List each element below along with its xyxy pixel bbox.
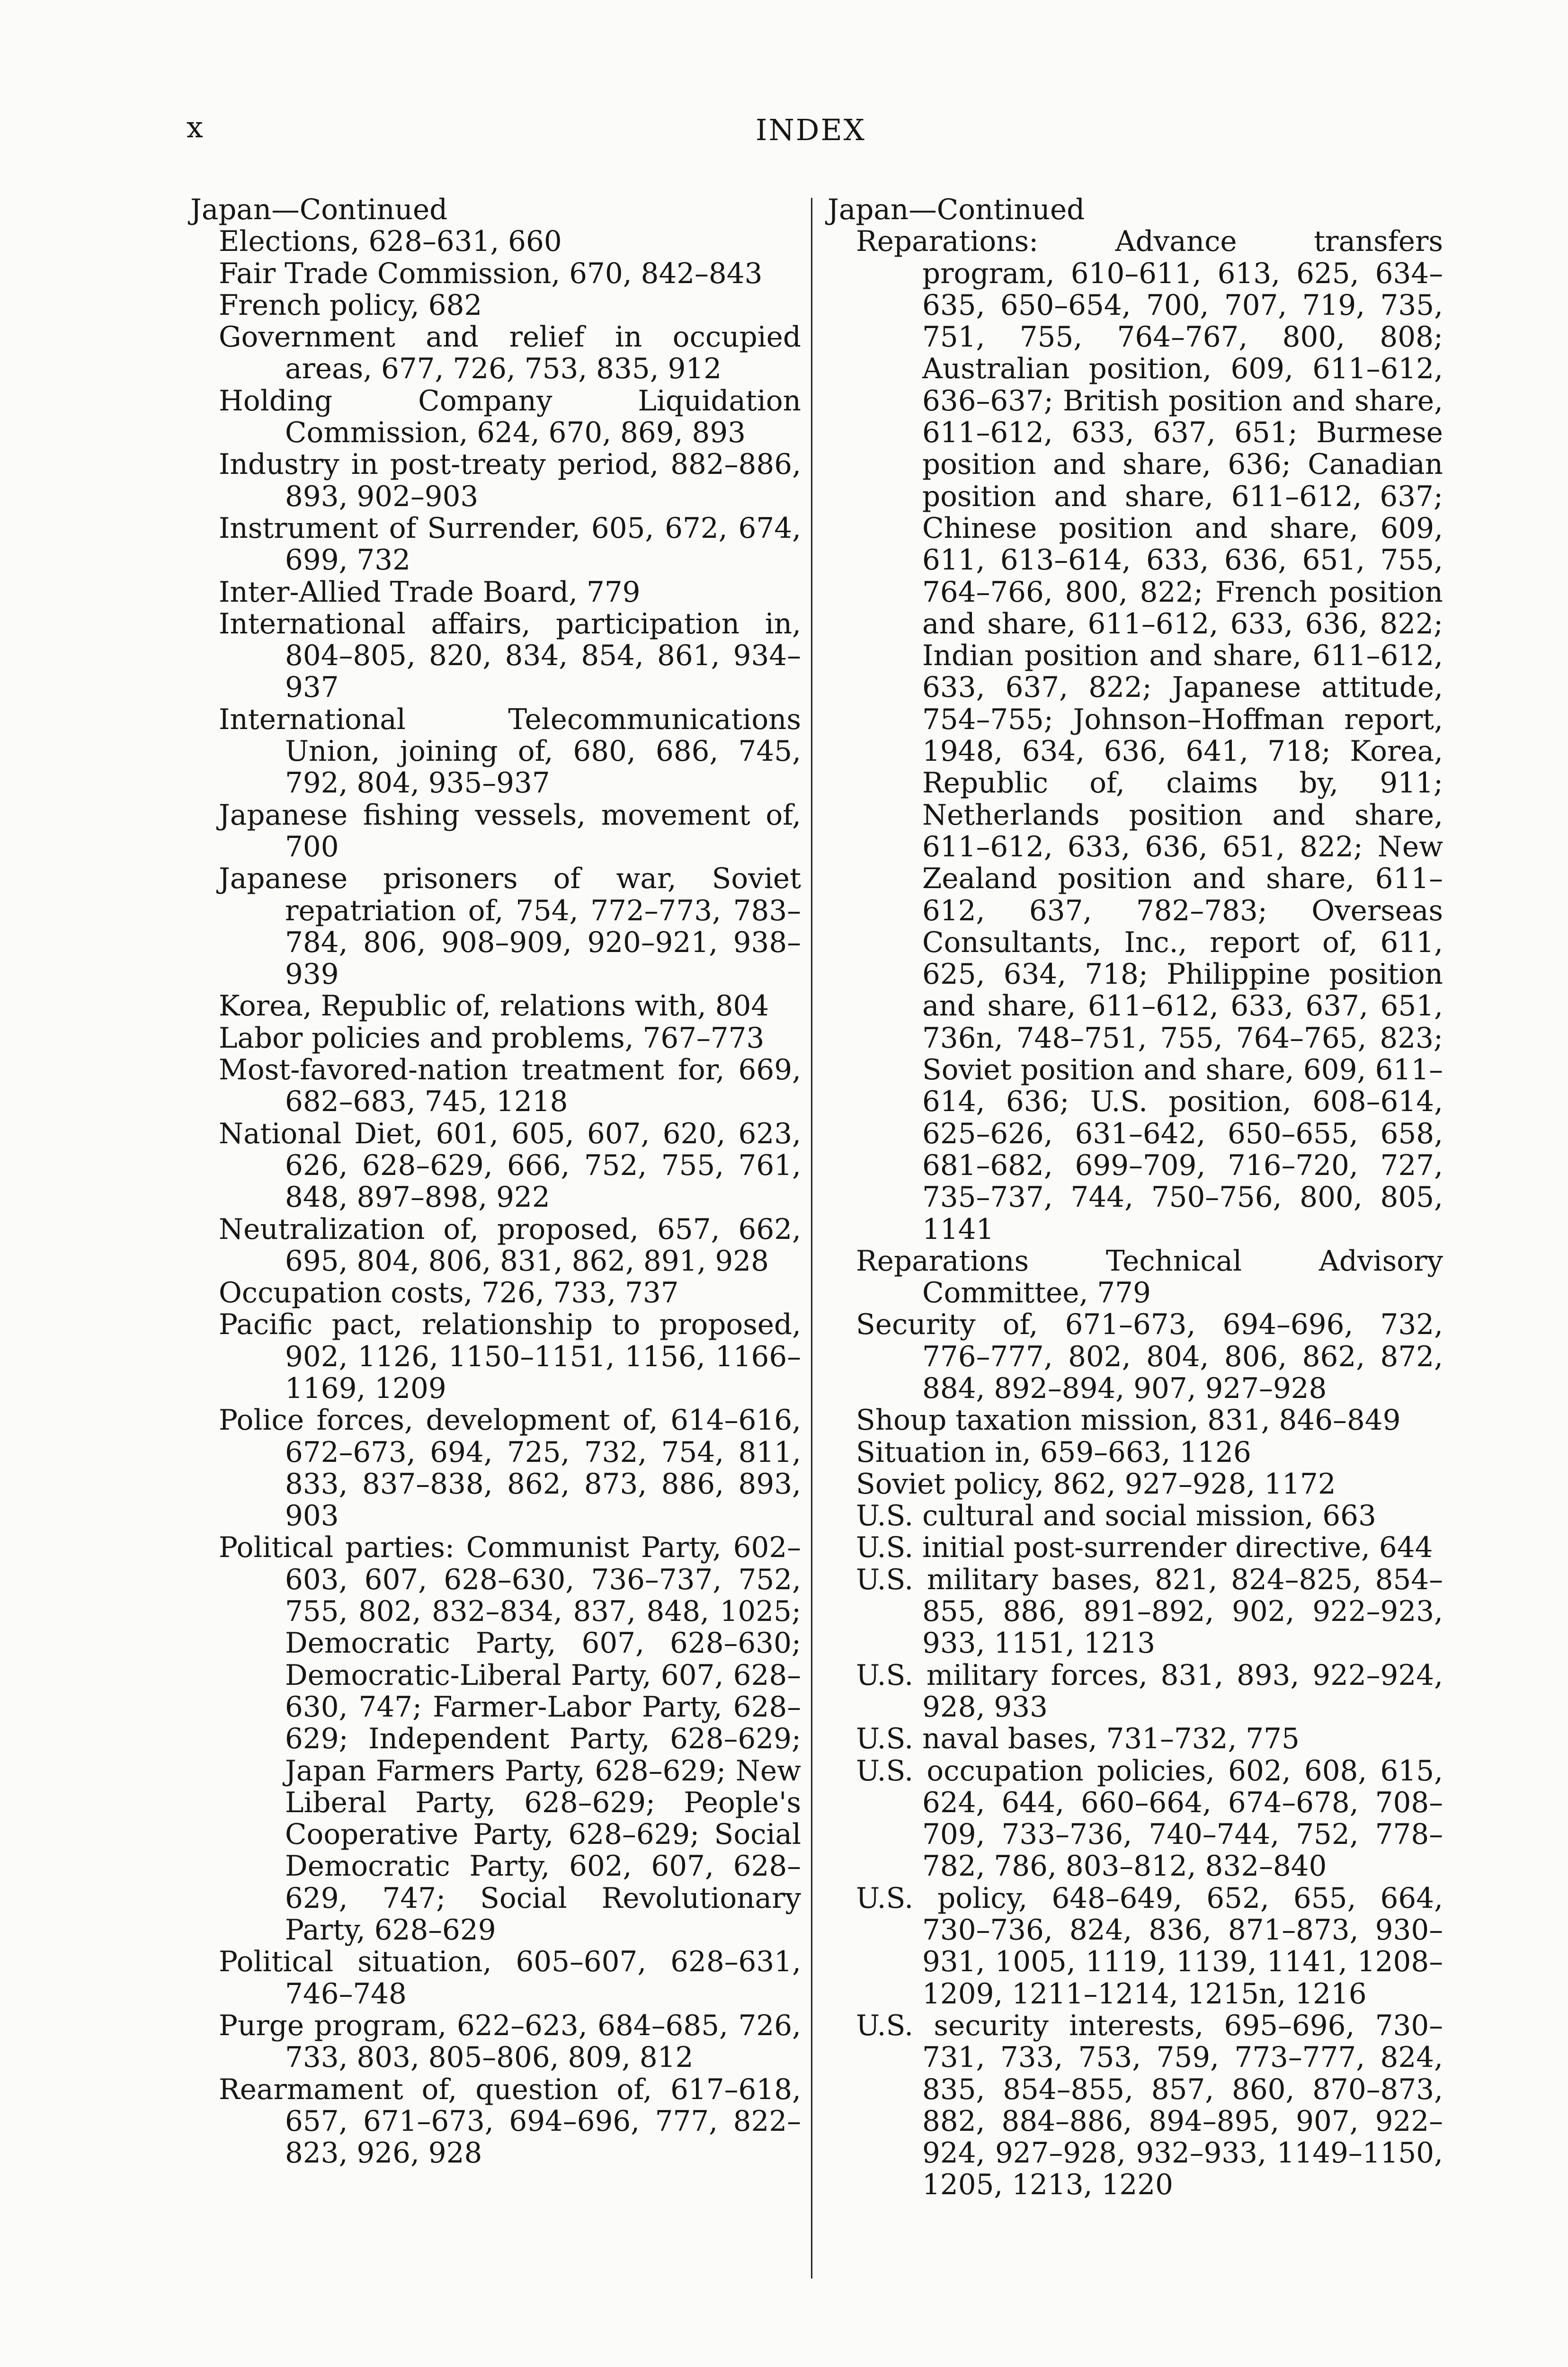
index-entry: Reparations: Advance transfers program, 610–611, 613, 625, 634–635, 650–654, 700, 707, 719, 735, 751, 755, 764–767, 800, 808; Australian position, 609, 611–612, 636–637; British position and share, 611–612, 633, 637, 651; Burmese position and share, 636; Canadian position and share, 611–612, 637; Chinese position and share, 609, 611, 613–614, 633, 636, 651, 755, 764–766, 800, 822; French position and share, 611–612, 633, 636, 822; Indian position and share, 611–612, 633, 637, 822; Japanese attitude, 754–755; Johnson–Hoffman report, 1948, 634, 636, 641, 718; Korea, Republic of, claims by, 911; Netherlands position and share, 611–612, 633, 636, 651, 822; New Zealand position and share, 611–612, 637, 782–783; Overseas Consultants, Inc., report of, 611, 625, 634, 718; Philippine position and share, 611–612, 633, 637, 651, 736n, 748–751, 755, 764–765, 823; Soviet position and share, 609, 611–614, 636; U.S. position, 608–614, 625–626, 631–642, 650–655, 658, 681–682, 699–709, 716–720, 727, 735–737, 744, 750–756, 800, 805, 1141 [856,225,1443,1246]
index-entry: Holding Company Liquidation Commission, 624, 670, 869, 893 [219,384,801,450]
index-entry: U.S. security interests, 695–696, 730–731, 733, 753, 759, 773–777, 824, 835, 854–855, 857, 860, 870–873, 882, 884–886, 894–895, 907, 922–924, 927–928, 932–933, 1149–1150, 1205, 1213, 1220 [856,2009,1443,2202]
index-entry: Political situation, 605–607, 628–631, 746–748 [219,1946,801,2011]
index-entry: Situation in, 659–663, 1126 [856,1436,1251,1469]
index-entry: Government and relief in occupied areas, 677, 726, 753, 835, 912 [219,321,801,386]
column-divider [811,198,812,2278]
index-entry: U.S. cultural and social mission, 663 [856,1500,1376,1533]
index-entry: Occupation costs, 726, 733, 737 [219,1277,679,1310]
index-entry: Reparations Technical Advisory Committee, 779 [856,1245,1443,1310]
index-entry: U.S. military forces, 831, 893, 922–924, 928, 933 [856,1659,1443,1724]
index-entry: National Diet, 601, 605, 607, 620, 623, 626, 628–629, 666, 752, 755, 761, 848, 897–898, 922 [219,1117,801,1214]
index-entry: International Telecommunications Union, joining of, 680, 686, 745, 792, 804, 935–937 [219,703,801,800]
index-entry: Police forces, development of, 614–616, 672–673, 694, 725, 732, 754, 811, 833, 837–838, 862, 873, 886, 893, 903 [219,1404,801,1533]
page-title: INDEX [756,113,866,147]
index-entry: U.S. policy, 648–649, 652, 655, 664, 730–736, 824, 836, 871–873, 930–931, 1005, 1119, 1139, 1141, 1208–1209, 1211–1214, 1215n, 1216 [856,1882,1443,2011]
right-column-heading: Japan—Continued [828,194,1085,226]
index-entry: Shoup taxation mission, 831, 846–849 [856,1404,1401,1437]
right-column [828,194,1443,2201]
index-entry: U.S. initial post-surrender directive, 644 [856,1531,1433,1565]
index-entry: Purge program, 622–623, 684–685, 726, 733, 803, 805–806, 809, 812 [219,2009,801,2074]
index-entry: Japanese fishing vessels, movement of, 700 [219,799,801,863]
index-entry: U.S. military bases, 821, 824–825, 854–855, 886, 891–892, 902, 922–923, 933, 1151, 1213 [856,1563,1443,1660]
index-entry: U.S. occupation policies, 602, 608, 615, 624, 644, 660–664, 674–678, 708–709, 733–736, 740–744, 752, 778–782, 786, 803–812, 832–840 [856,1754,1443,1883]
index-entry: Political parties: Communist Party, 602–603, 607, 628–630, 736–737, 752, 755, 802, 832–834, 837, 848, 1025; Democratic Party, 607, 628–630; Democratic-Liberal Party, 607, 628–630, 747; Farmer-Labor Party, 628–629; Independent Party, 628–629; Japan Farmers Party, 628–629; New Liberal Party, 628–629; People's Cooperative Party, 628–629; Social Democratic Party, 602, 607, 628–629, 747; Social Revolutionary Party, 628–629 [219,1531,801,1947]
index-entry: French policy, 682 [219,289,482,322]
index-entry: U.S. naval bases, 731–732, 775 [856,1723,1300,1756]
index-entry: Labor policies and problems, 767–773 [219,1022,765,1055]
index-entry: Most-favored-nation treatment for, 669, 682–683, 745, 1218 [219,1054,801,1119]
index-entry: Pacific pact, relationship to proposed, 902, 1126, 1150–1151, 1156, 1166–1169, 1209 [219,1308,801,1405]
index-entry: Elections, 628–631, 660 [219,225,562,258]
index-entry: Inter-Allied Trade Board, 779 [219,576,641,609]
index-entry: Industry in post-treaty period, 882–886, 893, 902–903 [219,448,801,513]
page-number: x [187,110,204,144]
index-entry: Rearmament of, question of, 617–618, 657, 671–673, 694–696, 777, 822–823, 926, 928 [219,2073,801,2170]
index-entry: International affairs, participation in, 804–805, 820, 834, 854, 861, 934–937 [219,607,801,704]
index-entry: Fair Trade Commission, 670, 842–843 [219,257,763,290]
index-entry: Instrument of Surrender, 605, 672, 674, 699, 732 [219,512,801,577]
index-entry: Security of, 671–673, 694–696, 732, 776–777, 802, 804, 806, 862, 872, 884, 892–894, 907, 927–928 [856,1308,1443,1405]
index-entry: Japanese prisoners of war, Soviet repatriation of, 754, 772–773, 783–784, 806, 908–909, 920–921, 938–939 [219,863,801,991]
left-column [190,194,801,2169]
index-entry: Soviet policy, 862, 927–928, 1172 [856,1468,1336,1501]
left-column-heading: Japan—Continued [190,194,448,226]
index-entry: Korea, Republic of, relations with, 804 [219,990,769,1023]
index-entry: Neutralization of, proposed, 657, 662, 695, 804, 806, 831, 862, 891, 928 [219,1213,801,1278]
